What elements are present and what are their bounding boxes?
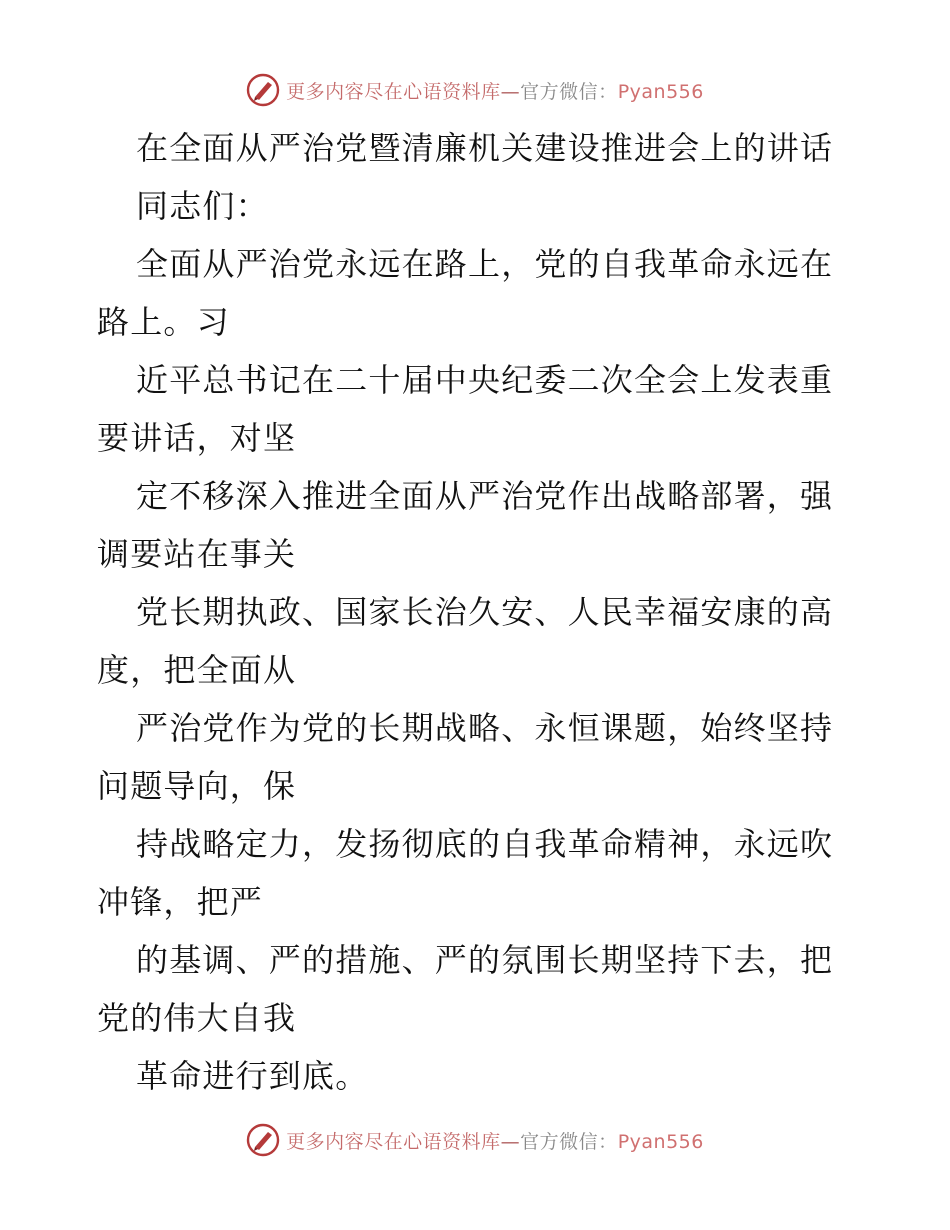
watermark-official: 官方微信： xyxy=(520,80,618,103)
body-line: 近平总书记在二十届中央纪委二次全会上发表重 xyxy=(136,361,834,399)
watermark-official: 官方微信： xyxy=(520,1130,618,1153)
red-pen-seal-icon xyxy=(246,1123,280,1157)
body-line: 全面从严治党永远在路上，党的自我革命永远在 xyxy=(136,245,834,283)
body-line: 党长期执政、国家长治久安、人民幸福安康的高 xyxy=(136,593,834,631)
document-title: 在全面从严治党暨清廉机关建设推进会上的讲话 xyxy=(136,129,834,167)
watermark-main: 更多内容尽在心语资料库 xyxy=(286,1130,501,1153)
body-line: 路上。习 xyxy=(97,303,230,341)
body-line: 严治党作为党的长期战略、永恒课题，始终坚持 xyxy=(136,709,834,747)
watermark-main: 更多内容尽在心语资料库 xyxy=(286,80,501,103)
watermark-dash: — xyxy=(500,1130,521,1153)
salutation: 同志们： xyxy=(136,187,269,225)
red-pen-seal-icon xyxy=(246,73,280,107)
body-line: 要讲话，对坚 xyxy=(97,419,297,457)
footer-watermark xyxy=(0,1120,950,1160)
body-line: 的基调、严的措施、严的氛围长期坚持下去，把 xyxy=(136,941,834,979)
body-line: 党的伟大自我 xyxy=(97,999,297,1037)
body-line: 定不移深入推进全面从严治党作出战略部署，强 xyxy=(136,477,834,515)
body-line: 度，把全面从 xyxy=(97,651,297,689)
watermark-handle: Pyan556 xyxy=(617,80,704,103)
watermark-handle: Pyan556 xyxy=(617,1130,704,1153)
watermark-text xyxy=(286,77,704,104)
body-line: 调要站在事关 xyxy=(97,535,297,573)
watermark-dash: — xyxy=(500,80,521,103)
body-line: 革命进行到底。 xyxy=(136,1057,369,1095)
body-line: 问题导向，保 xyxy=(97,767,297,805)
body-line: 持战略定力，发扬彻底的自我革命精神，永远吹 xyxy=(136,825,834,863)
watermark-text xyxy=(286,1127,704,1154)
header-watermark xyxy=(0,70,950,110)
body-line: 冲锋，把严 xyxy=(97,883,264,921)
